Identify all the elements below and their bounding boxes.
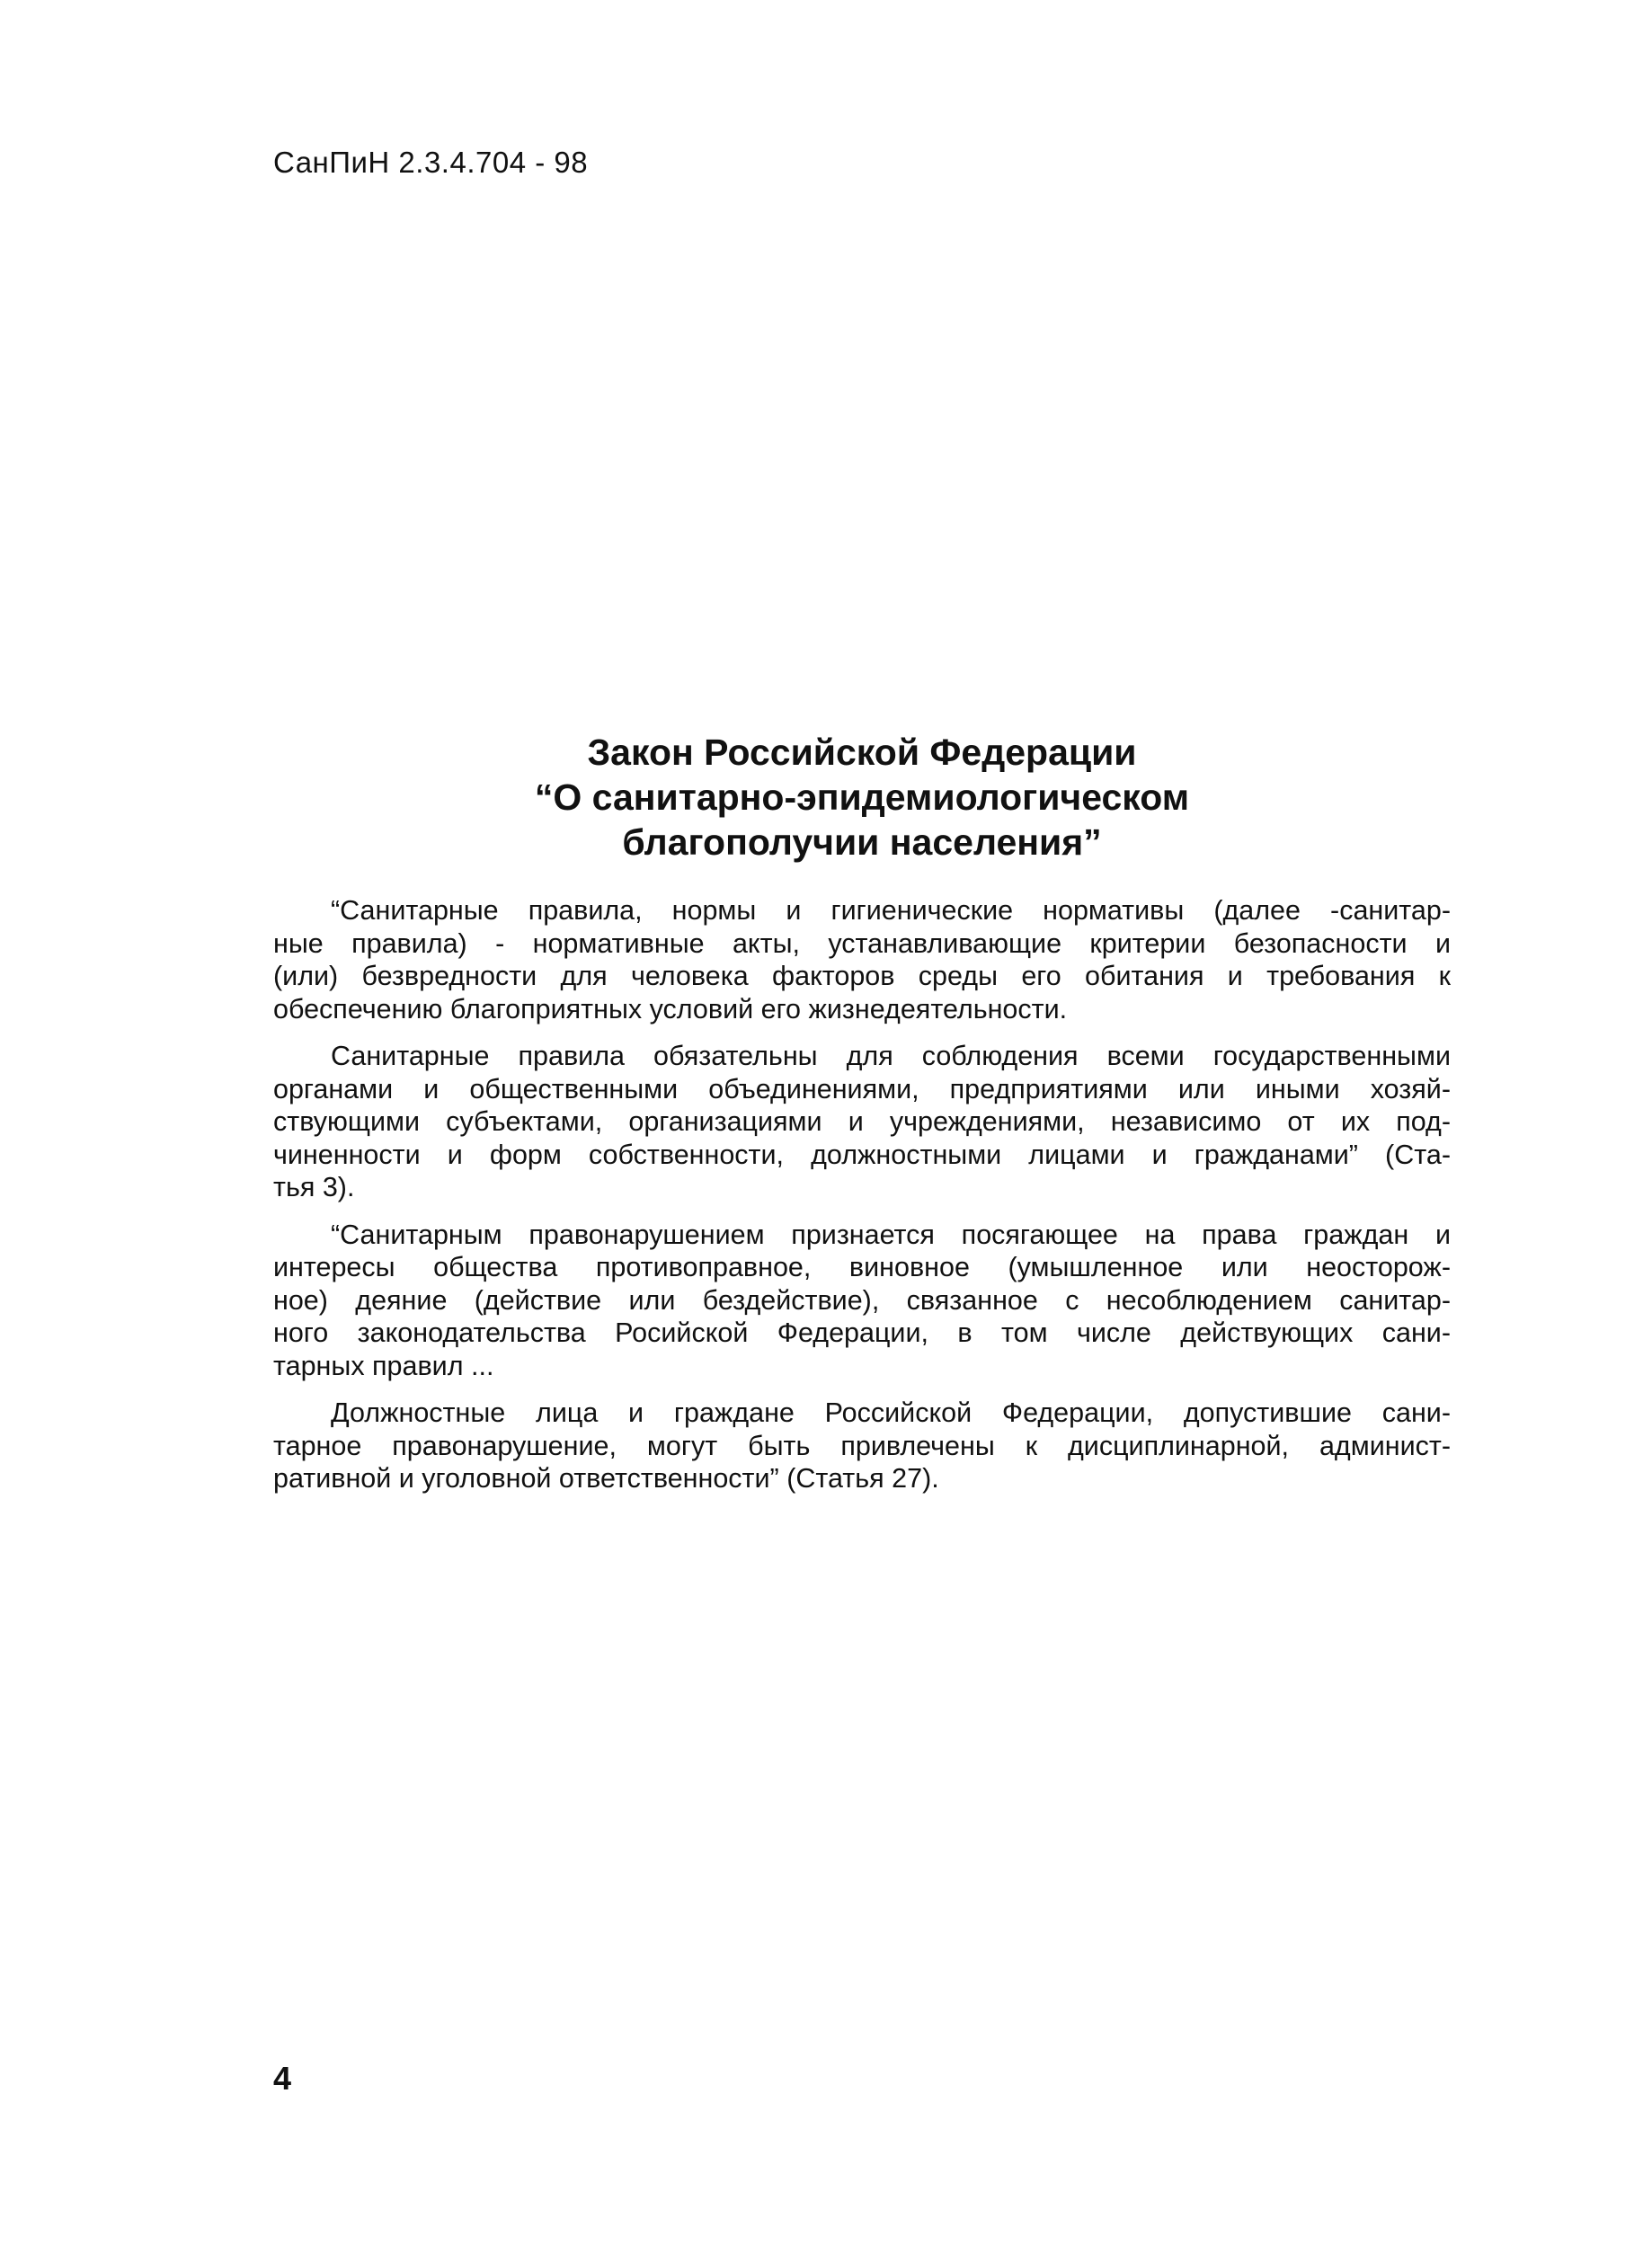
text-line: ративной и уголовной ответственности” (Статья 27). xyxy=(273,1463,939,1494)
text-line: тья 3). xyxy=(273,1172,355,1202)
text-line: Должностные лица и граждане Российской Федерации, допустившие сани- xyxy=(331,1397,1451,1428)
text-line: тарных правил ... xyxy=(273,1350,494,1381)
text-line: Санитарные правила обязательны для соблюдения всеми государственными xyxy=(331,1041,1451,1071)
page-number: 4 xyxy=(273,2060,292,2097)
text-line: ные правила) - нормативные акты, устанавливающие критерии безопасности и xyxy=(273,927,1451,959)
paragraph-violation xyxy=(273,1219,1451,1383)
law-title xyxy=(273,730,1451,865)
paragraph-obligation xyxy=(273,1040,1451,1204)
title-line: благополучии населения” xyxy=(622,821,1102,863)
paragraph-liability xyxy=(273,1397,1451,1495)
text-line: ного законодательства Росийской Федерации, в том числе действующих сани- xyxy=(273,1317,1451,1348)
text-line: “Санитарным правонарушением признается посягающее на права граждан и xyxy=(331,1219,1451,1250)
text-line: ствующими субъектами, организациями и учреждениями, независимо от их под- xyxy=(273,1106,1451,1137)
text-line: органами и общественными объединениями, предприятиями или иными хозяй- xyxy=(273,1073,1451,1104)
text-line: чиненности и форм собственности, должностными лицами и гражданами” (Ста- xyxy=(273,1139,1451,1170)
document-code-header: СанПиН 2.3.4.704 - 98 xyxy=(273,146,589,179)
text-line: “Санитарные правила, нормы и гигиенические нормативы (далее -санитар- xyxy=(331,895,1451,926)
text-line: обеспечению благоприятных условий его жизнедеятельности. xyxy=(273,993,1068,1025)
text-line: (или) безвредности для человека факторов среды его обитания и требования к xyxy=(273,961,1451,991)
title-line: Закон Российской Федерации xyxy=(587,732,1137,773)
paragraph-definition xyxy=(273,894,1451,1025)
text-line: ное) деяние (действие или бездействие), связанное с несоблюдением санитар- xyxy=(273,1284,1451,1316)
title-line: “О санитарно-эпидемиологическом xyxy=(534,776,1190,818)
body-text xyxy=(273,894,1451,1510)
text-line: тарное правонарушение, могут быть привлечены к дисциплинарной, админист- xyxy=(273,1430,1451,1461)
text-line: интересы общества противоправное, виновное (умышленное или неосторож- xyxy=(273,1252,1451,1282)
